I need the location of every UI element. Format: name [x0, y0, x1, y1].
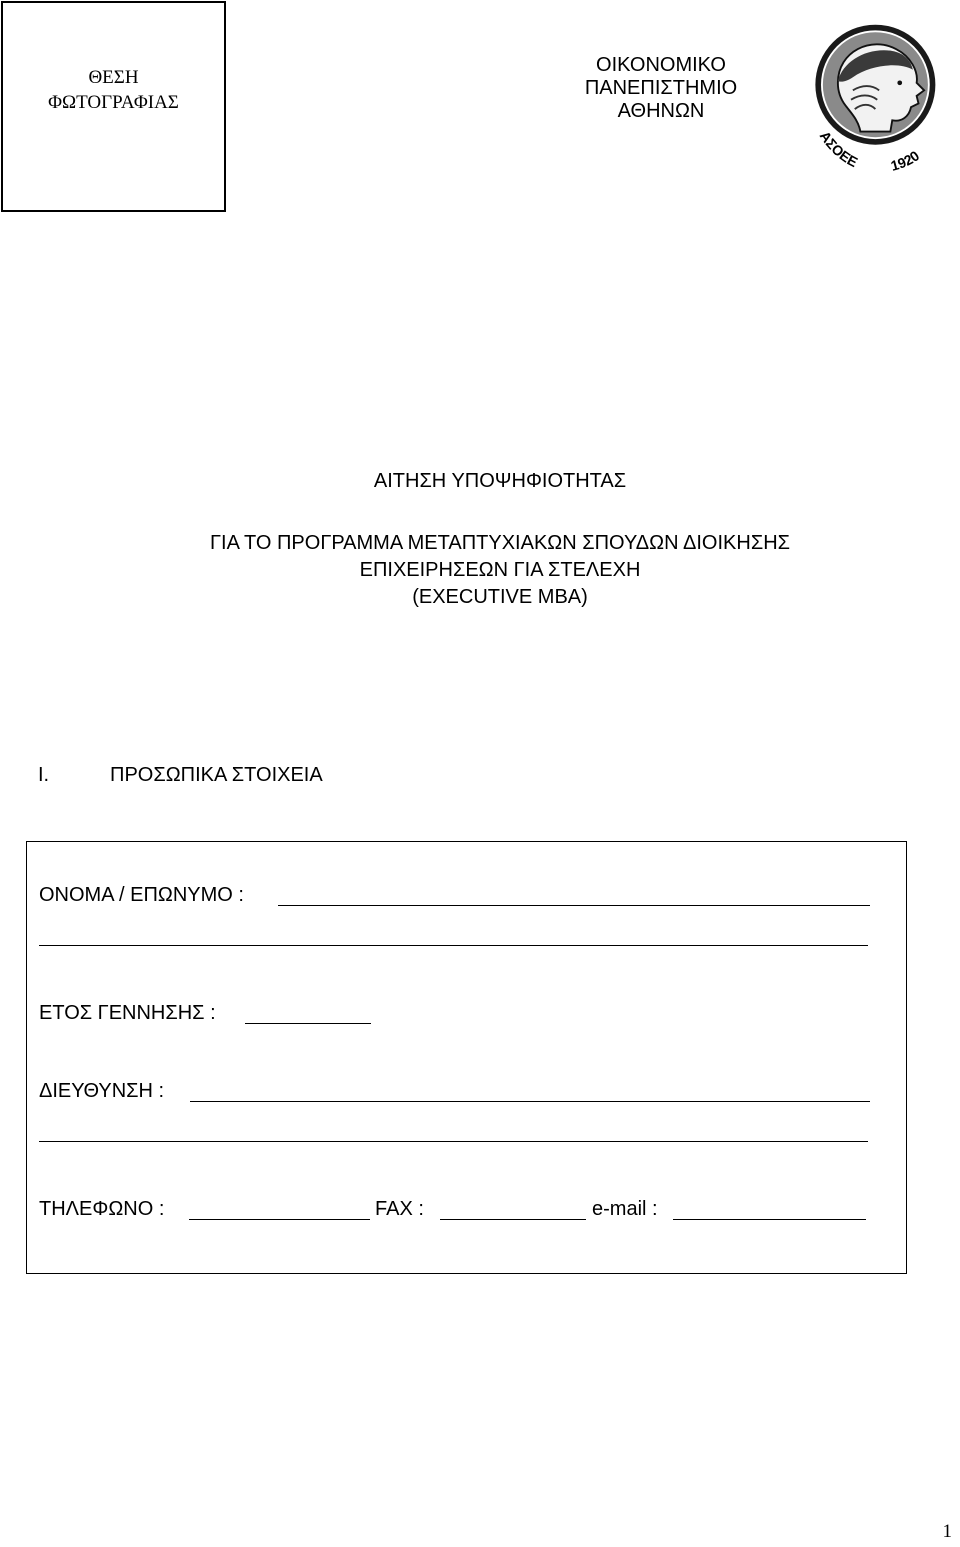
phone-input-line[interactable]: [189, 1219, 370, 1220]
address-label: ΔΙΕΥΘΥΝΣΗ :: [39, 1080, 165, 1102]
fax-label: FAX :: [375, 1198, 424, 1220]
phone-label: ΤΗΛΕΦΩΝΟ :: [39, 1198, 165, 1220]
program-subtitle-line2: ΕΠΙΧΕΙΡΗΣΕΩΝ ΓΙΑ ΣΤΕΛΕΧΗ: [359, 559, 641, 581]
photo-placeholder-line2: ΦΩΤΟΓΡΑΦΙΑΣ: [48, 92, 179, 113]
fax-input-line[interactable]: [440, 1219, 586, 1220]
photo-placeholder-label: [3, 65, 224, 115]
program-subtitle-line1: ΓΙΑ ΤΟ ΠΡΟΓΡΑΜΜΑ ΜΕΤΑΠΤΥΧΙΑΚΩΝ ΣΠΟΥΔΩΝ ΔΙΟΙΚΗΣΗΣ: [210, 532, 790, 554]
personal-details-form: [26, 841, 907, 1274]
program-subtitle: [0, 530, 960, 611]
program-subtitle-line3: (EXECUTIVE MBA): [412, 586, 588, 608]
name-label: ΟΝΟΜΑ / ΕΠΩΝΥΜΟ :: [39, 884, 244, 906]
logo-text-year: 1920: [889, 147, 923, 174]
name-input-line[interactable]: [278, 905, 870, 906]
university-name: [530, 54, 792, 123]
photo-placeholder-line1: ΘΕΣΗ: [88, 67, 139, 88]
section-heading: [38, 763, 323, 787]
birth-year-input-line[interactable]: [245, 1023, 371, 1024]
email-input-line[interactable]: [673, 1219, 866, 1220]
page-title: ΑΙΤΗΣΗ ΥΠΟΨΗΦΙΟΤΗΤΑΣ: [373, 470, 627, 492]
photo-placeholder-box: [1, 1, 226, 212]
logo-text-asoee: ΑΣΟΕΕ: [816, 127, 861, 171]
address-input-line[interactable]: [190, 1101, 870, 1102]
page-number: 1: [942, 1521, 952, 1542]
name-input-line-2[interactable]: [39, 945, 868, 946]
university-name-line2: ΠΑΝΕΠΙΣΤΗΜΙΟ: [584, 77, 738, 99]
university-name-line3: ΑΘΗΝΩΝ: [617, 100, 705, 122]
address-input-line-2[interactable]: [39, 1141, 868, 1142]
email-label: e-mail :: [592, 1198, 658, 1220]
birth-year-label: ΕΤΟΣ ΓΕΝΝΗΣΗΣ :: [39, 1002, 216, 1024]
section-title: ΠΡΟΣΩΠΙΚΑ ΣΤΟΙΧΕΙΑ: [110, 764, 323, 786]
section-number: I.: [38, 764, 50, 786]
university-name-line1: ΟΙΚΟΝΟΜΙΚΟ: [596, 54, 726, 76]
university-logo: [806, 20, 956, 185]
